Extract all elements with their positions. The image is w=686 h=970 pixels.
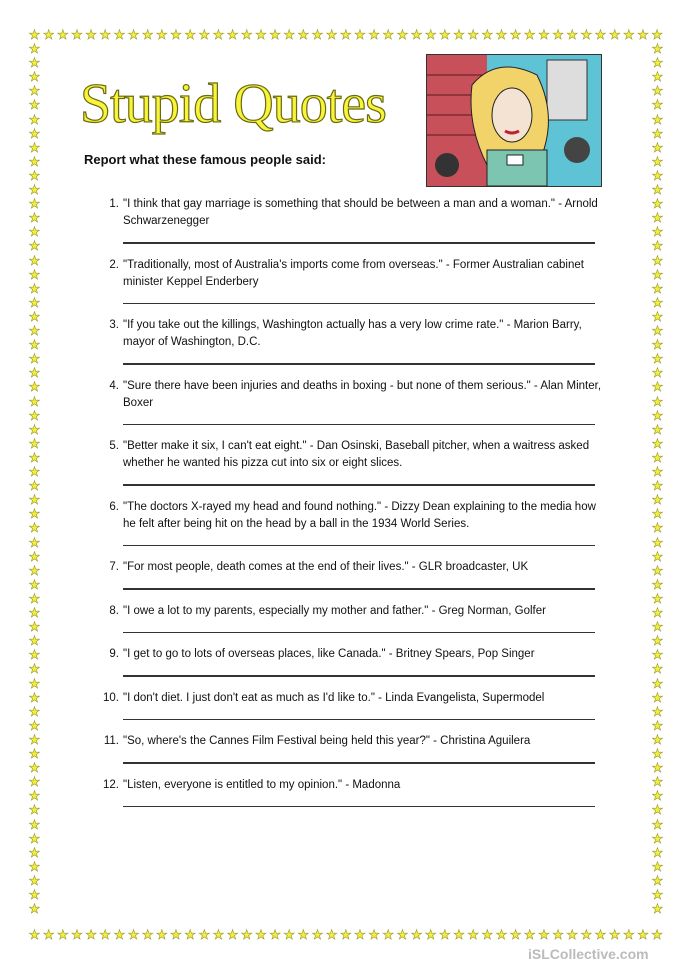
star-icon: ★ bbox=[28, 534, 41, 550]
star-icon: ★ bbox=[28, 703, 41, 719]
star-icon: ★ bbox=[368, 27, 380, 42]
star-icon: ★ bbox=[651, 689, 664, 705]
star-icon: ★ bbox=[651, 731, 664, 747]
quote-item bbox=[100, 559, 602, 590]
star-icon: ★ bbox=[28, 351, 41, 367]
star-icon: ★ bbox=[269, 27, 281, 42]
star-icon: ★ bbox=[28, 478, 41, 494]
star-icon: ★ bbox=[523, 927, 536, 942]
answer-line[interactable] bbox=[123, 632, 595, 634]
star-icon: ★ bbox=[651, 774, 664, 790]
star-icon: ★ bbox=[28, 407, 41, 423]
star-icon: ★ bbox=[170, 27, 182, 42]
answer-line[interactable] bbox=[123, 303, 595, 305]
star-icon: ★ bbox=[28, 323, 41, 338]
star-icon: ★ bbox=[156, 927, 168, 942]
star-icon: ★ bbox=[552, 27, 564, 42]
star-icon: ★ bbox=[28, 365, 41, 381]
star-icon: ★ bbox=[651, 506, 664, 522]
star-icon: ★ bbox=[651, 802, 664, 818]
star-icon: ★ bbox=[325, 927, 338, 942]
star-icon: ★ bbox=[339, 927, 352, 942]
star-icon: ★ bbox=[28, 294, 41, 310]
quote-text: "So, where's the Cannes Film Festival being held this year?" - Christina Aguilera bbox=[123, 735, 531, 747]
star-icon: ★ bbox=[28, 55, 41, 71]
star-icon: ★ bbox=[410, 27, 423, 42]
star-icon: ★ bbox=[28, 379, 41, 395]
star-icon: ★ bbox=[28, 266, 41, 282]
answer-line[interactable] bbox=[123, 242, 595, 244]
star-icon: ★ bbox=[651, 717, 664, 733]
quote-item bbox=[100, 196, 602, 244]
star-icon: ★ bbox=[651, 97, 664, 113]
star-icon: ★ bbox=[28, 252, 41, 268]
star-icon: ★ bbox=[240, 927, 253, 942]
star-icon: ★ bbox=[651, 927, 663, 942]
star-icon: ★ bbox=[651, 55, 664, 71]
item-number: 10. bbox=[103, 691, 119, 704]
item-number: 5. bbox=[109, 440, 119, 452]
star-icon: ★ bbox=[651, 139, 664, 155]
star-icon: ★ bbox=[608, 927, 621, 942]
quote-text: "Sure there have been injuries and deaths in boxing - but none of them serious." - Alan Minter, Boxer bbox=[123, 379, 602, 409]
quote-text: "Traditionally, most of Australia's imports come from overseas." - Former Australian cabinet minister Keppel Enderbery bbox=[123, 258, 584, 288]
star-icon: ★ bbox=[651, 83, 664, 99]
star-icon: ★ bbox=[28, 421, 41, 437]
star-icon: ★ bbox=[170, 927, 182, 942]
star-icon: ★ bbox=[28, 111, 41, 127]
star-icon: ★ bbox=[651, 323, 664, 338]
star-icon: ★ bbox=[396, 927, 409, 942]
star-icon: ★ bbox=[651, 562, 664, 578]
star-icon: ★ bbox=[28, 238, 41, 254]
star-icon: ★ bbox=[651, 816, 664, 832]
star-icon: ★ bbox=[85, 27, 97, 42]
star-icon: ★ bbox=[28, 717, 41, 733]
star-icon: ★ bbox=[453, 927, 465, 942]
star-icon: ★ bbox=[255, 927, 267, 942]
star-icon: ★ bbox=[651, 760, 664, 776]
star-icon: ★ bbox=[566, 27, 579, 42]
quote-text: "If you take out the killings, Washington actually has a very low crime rate." - Marion Barry, mayor of Washington, D.C. bbox=[123, 319, 582, 348]
star-icon: ★ bbox=[99, 927, 112, 942]
star-icon: ★ bbox=[651, 41, 664, 56]
star-icon: ★ bbox=[28, 210, 41, 226]
quote-item bbox=[100, 499, 602, 547]
star-icon: ★ bbox=[56, 27, 69, 42]
star-icon: ★ bbox=[28, 435, 41, 451]
star-icon: ★ bbox=[311, 27, 324, 42]
star-icon: ★ bbox=[651, 238, 664, 254]
star-icon: ★ bbox=[439, 27, 451, 42]
star-icon: ★ bbox=[651, 449, 664, 465]
star-icon: ★ bbox=[622, 927, 635, 942]
watermark: iSLCollective.com bbox=[528, 946, 649, 962]
star-icon: ★ bbox=[354, 927, 366, 942]
star-icon: ★ bbox=[28, 858, 41, 874]
star-icon: ★ bbox=[651, 548, 664, 564]
star-icon: ★ bbox=[311, 927, 324, 942]
star-icon: ★ bbox=[651, 887, 664, 902]
star-icon: ★ bbox=[651, 872, 664, 888]
star-icon: ★ bbox=[368, 927, 380, 942]
answer-line[interactable] bbox=[123, 588, 595, 590]
star-icon: ★ bbox=[28, 506, 41, 522]
star-icon: ★ bbox=[198, 927, 211, 942]
instructions: Report what these famous people said: bbox=[84, 152, 326, 167]
quote-text: "I get to go to lots of overseas places, like Canada." - Britney Spears, Pop Singer bbox=[123, 648, 535, 660]
star-icon: ★ bbox=[28, 139, 41, 155]
star-icon: ★ bbox=[212, 27, 225, 42]
star-icon: ★ bbox=[651, 492, 664, 508]
star-icon: ★ bbox=[42, 927, 55, 942]
star-icon: ★ bbox=[28, 619, 41, 635]
star-icon: ★ bbox=[651, 703, 664, 719]
star-icon: ★ bbox=[42, 27, 55, 42]
quote-item bbox=[100, 646, 602, 677]
star-icon: ★ bbox=[651, 111, 664, 127]
answer-line[interactable] bbox=[123, 424, 595, 426]
star-icon: ★ bbox=[354, 27, 366, 42]
star-icon: ★ bbox=[85, 927, 97, 942]
star-icon: ★ bbox=[382, 27, 395, 42]
star-icon: ★ bbox=[28, 760, 41, 776]
item-number: 4. bbox=[109, 379, 119, 392]
star-icon: ★ bbox=[28, 675, 41, 691]
item-number: 12. bbox=[103, 778, 119, 791]
star-icon: ★ bbox=[28, 774, 41, 790]
star-icon: ★ bbox=[651, 858, 664, 874]
star-icon: ★ bbox=[141, 927, 154, 942]
star-icon: ★ bbox=[28, 647, 41, 663]
star-icon: ★ bbox=[28, 125, 41, 141]
star-icon: ★ bbox=[651, 337, 664, 353]
star-icon: ★ bbox=[283, 27, 296, 42]
star-icon: ★ bbox=[651, 27, 663, 42]
star-icon: ★ bbox=[28, 337, 41, 353]
item-number: 6. bbox=[109, 500, 119, 513]
star-icon: ★ bbox=[28, 901, 41, 917]
item-number: 11. bbox=[103, 735, 119, 747]
answer-line[interactable] bbox=[123, 675, 595, 677]
star-icon: ★ bbox=[28, 196, 41, 212]
item-number: 2. bbox=[109, 258, 119, 271]
star-icon: ★ bbox=[28, 27, 41, 42]
star-icon: ★ bbox=[184, 927, 196, 942]
item-number: 1. bbox=[109, 198, 119, 210]
star-icon: ★ bbox=[594, 27, 607, 42]
answer-line[interactable] bbox=[123, 806, 595, 808]
star-icon: ★ bbox=[198, 27, 211, 42]
star-icon: ★ bbox=[509, 927, 522, 942]
star-icon: ★ bbox=[651, 421, 664, 437]
star-icon: ★ bbox=[439, 927, 451, 942]
quote-text: "I don't diet. I just don't eat as much as I'd like to." - Linda Evangelista, Supermodel bbox=[123, 691, 545, 704]
quote-item bbox=[100, 733, 602, 764]
star-icon: ★ bbox=[651, 125, 664, 141]
star-icon: ★ bbox=[28, 816, 41, 832]
quote-text: "Listen, everyone is entitled to my opinion." - Madonna bbox=[123, 778, 401, 791]
star-icon: ★ bbox=[28, 844, 41, 860]
star-icon: ★ bbox=[651, 788, 664, 804]
answer-line[interactable] bbox=[123, 545, 595, 547]
star-icon: ★ bbox=[523, 27, 536, 42]
star-icon: ★ bbox=[509, 27, 522, 42]
star-icon: ★ bbox=[651, 182, 664, 197]
star-icon: ★ bbox=[651, 844, 664, 860]
star-icon: ★ bbox=[297, 927, 310, 942]
comic-illustration bbox=[426, 54, 602, 187]
page-title: Stupid Quotes bbox=[80, 73, 386, 135]
star-icon: ★ bbox=[410, 927, 423, 942]
star-icon: ★ bbox=[28, 97, 41, 113]
star-icon: ★ bbox=[297, 27, 310, 42]
quote-text: "I think that gay marriage is something that should be between a man and a woman." - Arnold Schwarzenegger bbox=[123, 198, 598, 227]
star-icon: ★ bbox=[141, 27, 154, 42]
star-icon: ★ bbox=[566, 927, 579, 942]
star-icon: ★ bbox=[226, 27, 239, 42]
star-icon: ★ bbox=[495, 927, 508, 942]
star-icon: ★ bbox=[651, 294, 664, 310]
star-icon: ★ bbox=[651, 196, 664, 212]
star-icon: ★ bbox=[28, 576, 41, 592]
star-icon: ★ bbox=[212, 927, 225, 942]
star-icon: ★ bbox=[495, 27, 508, 42]
star-icon: ★ bbox=[28, 464, 41, 479]
star-icon: ★ bbox=[28, 746, 41, 761]
star-icon: ★ bbox=[651, 308, 664, 324]
star-icon: ★ bbox=[651, 661, 664, 677]
quote-list bbox=[100, 196, 602, 820]
item-number: 7. bbox=[109, 561, 119, 573]
star-icon: ★ bbox=[382, 927, 395, 942]
star-icon: ★ bbox=[226, 927, 239, 942]
item-number: 8. bbox=[109, 604, 119, 617]
star-icon: ★ bbox=[71, 27, 83, 42]
star-icon: ★ bbox=[651, 210, 664, 226]
star-icon: ★ bbox=[651, 379, 664, 395]
star-icon: ★ bbox=[28, 280, 41, 296]
star-icon: ★ bbox=[28, 731, 41, 747]
answer-line[interactable] bbox=[123, 484, 595, 486]
star-icon: ★ bbox=[580, 927, 593, 942]
star-icon: ★ bbox=[28, 802, 41, 818]
star-icon: ★ bbox=[28, 492, 41, 508]
quote-item bbox=[100, 257, 602, 305]
star-icon: ★ bbox=[481, 927, 494, 942]
star-icon: ★ bbox=[467, 27, 479, 42]
star-icon: ★ bbox=[453, 27, 465, 42]
star-icon: ★ bbox=[651, 365, 664, 381]
star-icon: ★ bbox=[651, 478, 664, 494]
star-icon: ★ bbox=[28, 872, 41, 888]
answer-line[interactable] bbox=[123, 719, 595, 721]
star-icon: ★ bbox=[651, 153, 664, 169]
star-icon: ★ bbox=[424, 927, 437, 942]
star-icon: ★ bbox=[424, 27, 437, 42]
star-icon: ★ bbox=[28, 605, 41, 620]
star-icon: ★ bbox=[28, 590, 41, 606]
star-icon: ★ bbox=[28, 520, 41, 536]
star-icon: ★ bbox=[28, 661, 41, 677]
quote-item bbox=[100, 438, 602, 486]
star-icon: ★ bbox=[622, 27, 635, 42]
star-icon: ★ bbox=[637, 27, 649, 42]
star-icon: ★ bbox=[651, 435, 664, 451]
star-icon: ★ bbox=[269, 927, 281, 942]
star-icon: ★ bbox=[240, 27, 253, 42]
star-icon: ★ bbox=[651, 167, 664, 183]
star-icon: ★ bbox=[283, 927, 296, 942]
star-icon: ★ bbox=[651, 647, 664, 663]
quote-item bbox=[100, 690, 602, 721]
star-icon: ★ bbox=[28, 308, 41, 324]
star-icon: ★ bbox=[637, 927, 649, 942]
star-icon: ★ bbox=[113, 927, 126, 942]
quote-text: "Better make it six, I can't eat eight." - Dan Osinski, Baseball pitcher, when a waitress asked whether he wanted his pizza cut into six or eight slices. bbox=[123, 440, 590, 469]
star-icon: ★ bbox=[651, 901, 664, 917]
star-icon: ★ bbox=[28, 83, 41, 99]
star-icon: ★ bbox=[28, 887, 41, 902]
star-icon: ★ bbox=[127, 927, 140, 942]
star-icon: ★ bbox=[28, 69, 41, 85]
star-icon: ★ bbox=[580, 27, 593, 42]
star-icon: ★ bbox=[651, 280, 664, 296]
star-icon: ★ bbox=[651, 224, 664, 240]
quote-item bbox=[100, 317, 602, 365]
star-icon: ★ bbox=[396, 27, 409, 42]
answer-line[interactable] bbox=[123, 762, 595, 764]
star-icon: ★ bbox=[538, 927, 550, 942]
star-icon: ★ bbox=[538, 27, 550, 42]
star-icon: ★ bbox=[651, 520, 664, 536]
star-icon: ★ bbox=[651, 252, 664, 268]
star-icon: ★ bbox=[651, 393, 664, 409]
star-icon: ★ bbox=[651, 69, 664, 85]
star-icon: ★ bbox=[651, 534, 664, 550]
star-icon: ★ bbox=[255, 27, 267, 42]
quote-item bbox=[100, 603, 602, 634]
star-icon: ★ bbox=[28, 449, 41, 465]
quote-text: "For most people, death comes at the end of their lives." - GLR broadcaster, UK bbox=[123, 561, 529, 573]
star-icon: ★ bbox=[481, 27, 494, 42]
star-icon: ★ bbox=[651, 830, 664, 846]
star-icon: ★ bbox=[99, 27, 112, 42]
star-icon: ★ bbox=[594, 927, 607, 942]
star-icon: ★ bbox=[28, 167, 41, 183]
quote-item bbox=[100, 777, 602, 808]
star-icon: ★ bbox=[467, 927, 479, 942]
star-icon: ★ bbox=[325, 27, 338, 42]
star-icon: ★ bbox=[651, 746, 664, 761]
star-icon: ★ bbox=[651, 266, 664, 282]
star-icon: ★ bbox=[28, 41, 41, 56]
star-icon: ★ bbox=[28, 689, 41, 705]
star-icon: ★ bbox=[113, 27, 126, 42]
star-icon: ★ bbox=[651, 605, 664, 620]
star-icon: ★ bbox=[71, 927, 83, 942]
star-icon: ★ bbox=[651, 590, 664, 606]
quote-text: "I owe a lot to my parents, especially my mother and father." - Greg Norman, Golfer bbox=[123, 604, 546, 617]
star-icon: ★ bbox=[651, 351, 664, 367]
star-icon: ★ bbox=[28, 830, 41, 846]
star-icon: ★ bbox=[651, 576, 664, 592]
star-icon: ★ bbox=[28, 393, 41, 409]
star-icon: ★ bbox=[184, 27, 196, 42]
star-icon: ★ bbox=[28, 562, 41, 578]
star-icon: ★ bbox=[127, 27, 140, 42]
quote-item bbox=[100, 378, 602, 426]
star-icon: ★ bbox=[56, 927, 69, 942]
item-number: 9. bbox=[109, 648, 119, 660]
star-icon: ★ bbox=[552, 927, 564, 942]
star-icon: ★ bbox=[28, 182, 41, 197]
star-icon: ★ bbox=[608, 27, 621, 42]
star-icon: ★ bbox=[651, 407, 664, 423]
item-number: 3. bbox=[109, 319, 119, 331]
star-icon: ★ bbox=[156, 27, 168, 42]
star-icon: ★ bbox=[651, 619, 664, 635]
star-icon: ★ bbox=[28, 927, 41, 942]
star-icon: ★ bbox=[28, 633, 41, 649]
star-icon: ★ bbox=[28, 224, 41, 240]
star-icon: ★ bbox=[339, 27, 352, 42]
star-icon: ★ bbox=[28, 548, 41, 564]
star-icon: ★ bbox=[651, 633, 664, 649]
star-icon: ★ bbox=[28, 153, 41, 169]
star-icon: ★ bbox=[28, 788, 41, 804]
star-icon: ★ bbox=[651, 675, 664, 691]
answer-line[interactable] bbox=[123, 363, 595, 365]
star-icon: ★ bbox=[651, 464, 664, 479]
quote-text: "The doctors X-rayed my head and found nothing." - Dizzy Dean explaining to the media how he felt after being hit on the head by a ball in the 1934 World Series. bbox=[123, 500, 596, 530]
